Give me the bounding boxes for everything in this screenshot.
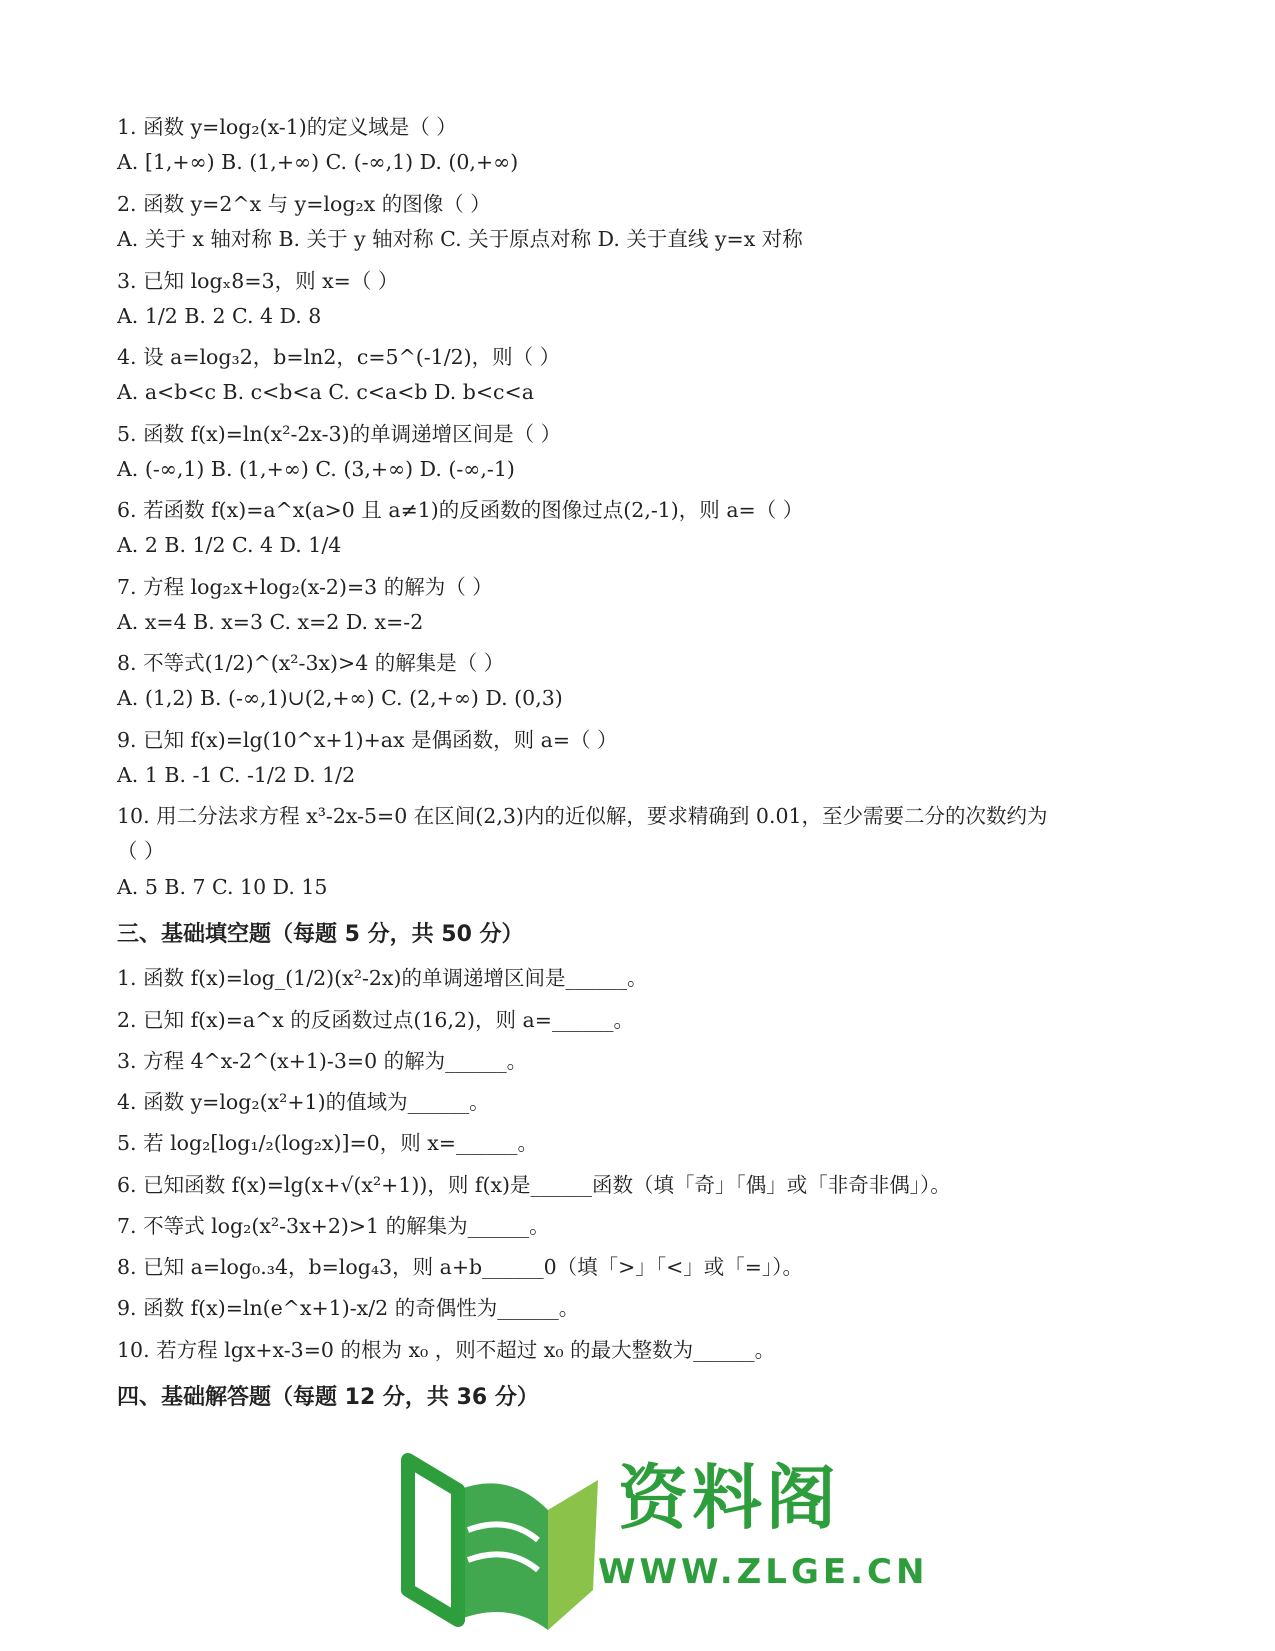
choice-options-8: A. (1,2) B. (-∞,1)∪(2,+∞) C. (2,+∞) D. (0,3) (117, 686, 563, 710)
choice-options-1: A. [1,+∞) B. (1,+∞) C. (-∞,1) D. (0,+∞) (117, 150, 519, 174)
fill-question-7: 7. 不等式 log₂(x²-3x+2)>1 的解集为______。 (117, 1214, 550, 1238)
fill-question-9: 9. 函数 f(x)=ln(e^x+1)-x/2 的奇偶性为______。 (117, 1296, 580, 1320)
section-4-title: 四、基础解答题（每题 12 分，共 36 分） (117, 1385, 539, 1410)
fill-question-10: 10. 若方程 lgx+x-3=0 的根为 x₀ ，则不超过 x₀ 的最大整数为______。 (117, 1338, 776, 1362)
fill-question-8: 8. 已知 a=log₀.₃4，b=log₄3，则 a+b______0（填「>」「<」或「=」）。 (117, 1255, 803, 1279)
choice-options-4: A. a<b<c B. c<b<a C. c<a<b D. b<c<a (117, 380, 534, 404)
choice-options-5: A. (-∞,1) B. (1,+∞) C. (3,+∞) D. (-∞,-1) (117, 457, 515, 481)
fill-question-5: 5. 若 log₂[log₁/₂(log₂x)]=0，则 x=______。 (117, 1131, 538, 1155)
watermark-url: WWW.ZLGE.CN (598, 1552, 929, 1592)
choice-options-7: A. x=4 B. x=3 C. x=2 D. x=-2 (117, 610, 424, 634)
watermark-logo (398, 1440, 929, 1640)
choice-question-6: 6. 若函数 f(x)=a^x(a>0 且 a≠1)的反函数的图像过点(2,-1)，则 a=（ ） (117, 498, 804, 522)
choice-question-10: 10. 用二分法求方程 x³-2x-5=0 在区间(2,3)内的近似解，要求精确到 0.01，至少需要二分的次数约为 (117, 804, 1048, 828)
fill-question-2: 2. 已知 f(x)=a^x 的反函数过点(16,2)，则 a=______。 (117, 1008, 634, 1032)
choice-question-5: 5. 函数 f(x)=ln(x²-2x-3)的单调递增区间是（ ） (117, 422, 562, 446)
fill-question-6: 6. 已知函数 f(x)=lg(x+√(x²+1))，则 f(x)是______函数（填「奇」「偶」或「非奇非偶」）。 (117, 1173, 951, 1197)
fill-question-1: 1. 函数 f(x)=log_(1/2)(x²-2x)的单调递增区间是______。 (117, 966, 648, 990)
choice-question-10-cont: （ ） (117, 839, 165, 863)
choice-question-2: 2. 函数 y=2^x 与 y=log₂x 的图像（ ） (117, 192, 491, 216)
choice-question-8: 8. 不等式(1/2)^(x²-3x)>4 的解集是（ ） (117, 651, 505, 675)
choice-question-9: 9. 已知 f(x)=lg(10^x+1)+ax 是偶函数，则 a=（ ） (117, 728, 618, 752)
choice-options-3: A. 1/2 B. 2 C. 4 D. 8 (117, 304, 322, 328)
choice-options-10: A. 5 B. 7 C. 10 D. 15 (117, 875, 328, 899)
choice-options-2: A. 关于 x 轴对称 B. 关于 y 轴对称 C. 关于原点对称 D. 关于直线 y=x 对称 (117, 227, 803, 251)
choice-question-1: 1. 函数 y=log₂(x-1)的定义域是（ ） (117, 115, 457, 139)
book-icon (398, 1440, 608, 1640)
choice-options-6: A. 2 B. 1/2 C. 4 D. 1/4 (117, 533, 342, 557)
fill-question-4: 4. 函数 y=log₂(x²+1)的值域为______。 (117, 1090, 490, 1114)
choice-question-3: 3. 已知 logₓ8=3，则 x=（ ） (117, 269, 399, 293)
section-3-title: 三、基础填空题（每题 5 分，共 50 分） (117, 922, 524, 947)
choice-question-4: 4. 设 a=log₃2，b=ln2，c=5^(-1/2)，则（ ） (117, 345, 561, 369)
choice-question-7: 7. 方程 log₂x+log₂(x-2)=3 的解为（ ） (117, 575, 493, 599)
choice-options-9: A. 1 B. -1 C. -1/2 D. 1/2 (117, 763, 356, 787)
fill-question-3: 3. 方程 4^x-2^(x+1)-3=0 的解为______。 (117, 1049, 528, 1073)
watermark-title: 资料阁 (618, 1457, 840, 1539)
